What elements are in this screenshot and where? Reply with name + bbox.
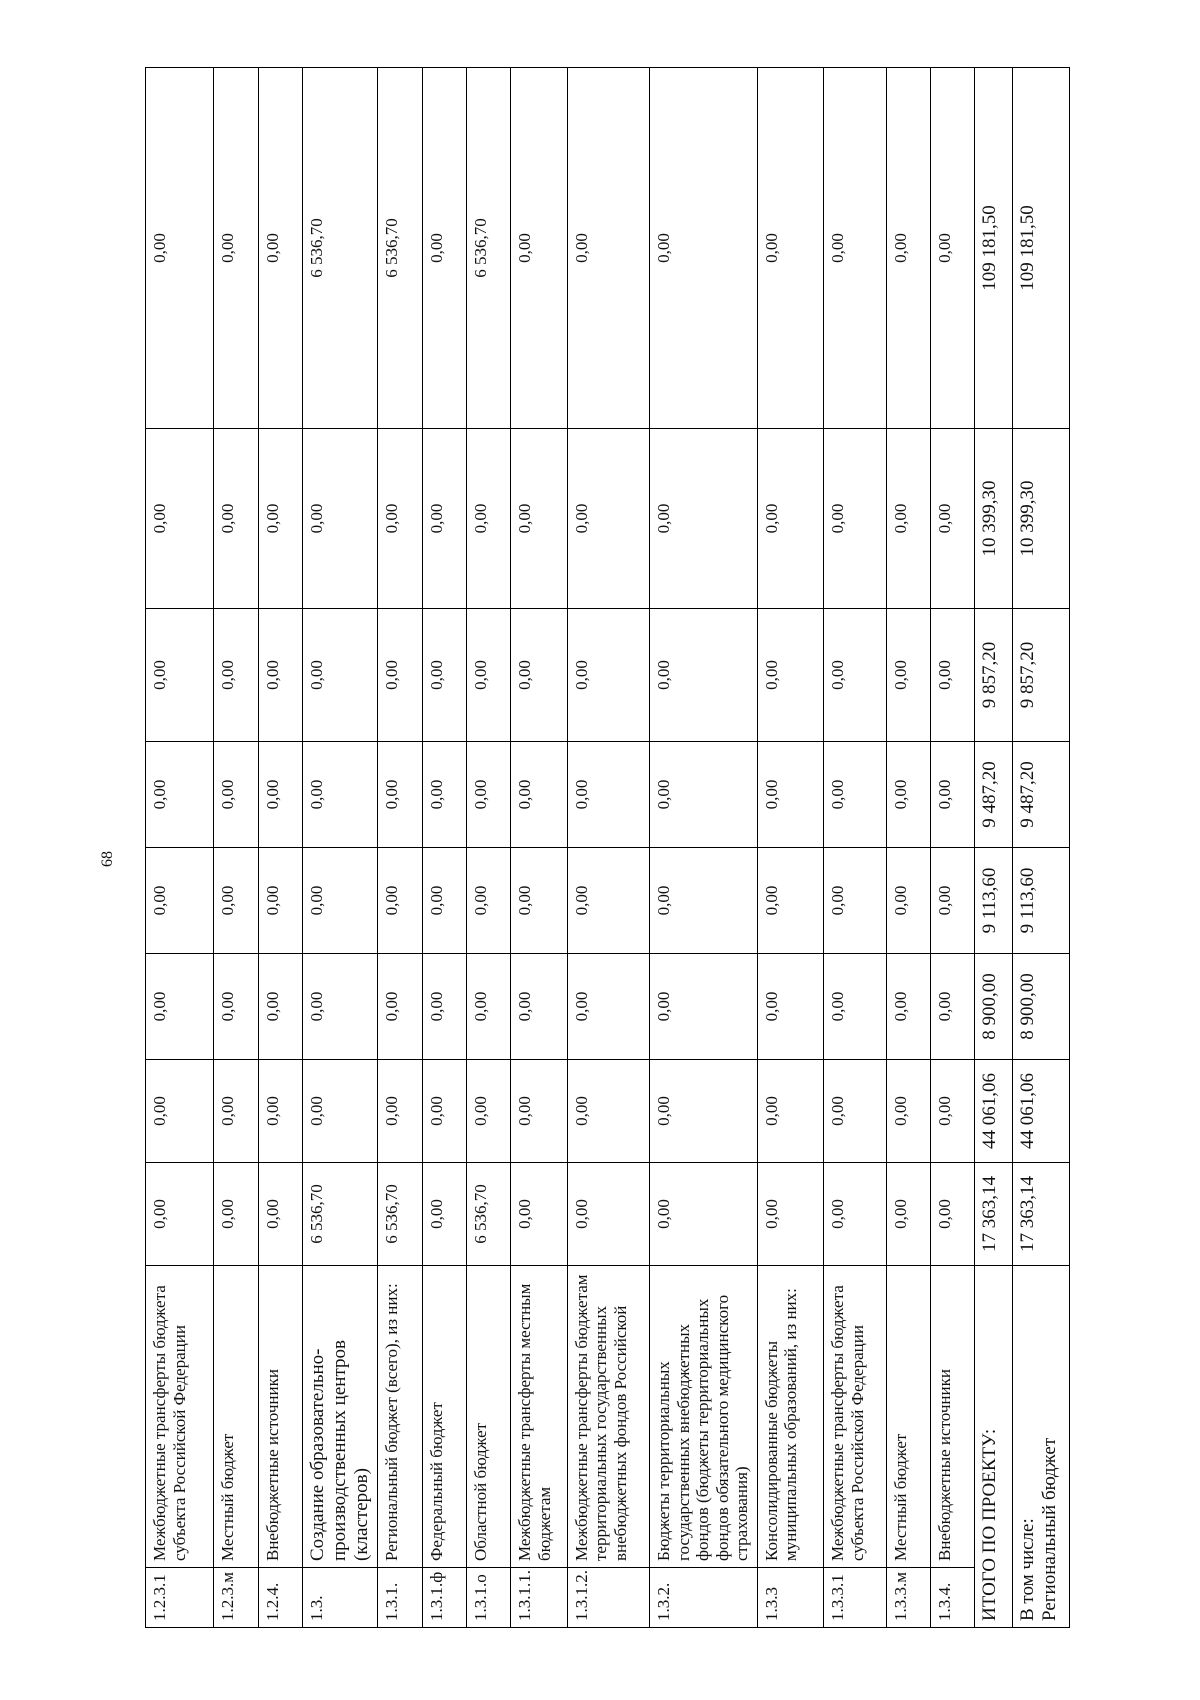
value-cell: 0,00 [511,954,567,1060]
value-cell: 0,00 [650,954,758,1060]
value-cell: 0,00 [757,429,823,609]
value-cell: 0,00 [511,429,567,609]
value-cell: 0,00 [466,954,510,1060]
value-cell: 0,00 [930,1163,974,1266]
value-cell: 0,00 [303,429,378,609]
value-cell: 0,00 [258,429,302,609]
row-name: Федеральный бюджет [422,1266,466,1568]
value-cell: 0,00 [511,742,567,848]
table-row [146,68,214,1628]
value-cell: 0,00 [650,429,758,609]
value-cell: 0,00 [567,954,650,1060]
value-cell: 0,00 [146,742,214,848]
table-row [258,68,302,1628]
including-value-cell: 17 363,14 [1013,1163,1070,1266]
table-row [886,68,930,1628]
value-cell: 0,00 [258,848,302,954]
total-value-cell: 17 363,14 [975,1163,1013,1266]
value-cell: 0,00 [650,742,758,848]
value-cell: 0,00 [650,1060,758,1163]
value-cell: 0,00 [214,68,258,429]
value-cell: 0,00 [378,429,422,609]
value-cell: 0,00 [378,954,422,1060]
table-row [378,68,422,1628]
value-cell: 0,00 [567,1163,650,1266]
value-cell: 0,00 [214,1060,258,1163]
page-number: 68 [99,851,116,867]
row-name: Создание образовательно-производственных центров (кластеров) [303,1266,378,1568]
value-cell: 0,00 [378,848,422,954]
including-label-line1: В том числе: [1017,1518,1039,1621]
value-cell: 0,00 [214,954,258,1060]
including-value-cell: 9 487,20 [1013,742,1070,848]
value-cell: 0,00 [146,848,214,954]
row-code: 1.3. [303,1568,378,1628]
value-cell: 0,00 [422,609,466,742]
value-cell: 0,00 [511,1163,567,1266]
row-name: Местный бюджет [886,1266,930,1568]
total-value-cell: 9 857,20 [975,609,1013,742]
value-cell: 0,00 [511,1060,567,1163]
value-cell: 0,00 [824,429,886,609]
value-cell: 0,00 [378,609,422,742]
table-row [650,68,758,1628]
row-code: 1.3.1.1. [511,1568,567,1628]
row-code: 1.3.2. [650,1568,758,1628]
value-cell: 0,00 [824,1060,886,1163]
row-name: Межбюджетные трансферты бюджета субъекта Российской Федерации [146,1266,214,1568]
total-value-cell: 9 487,20 [975,742,1013,848]
total-value-cell: 109 181,50 [975,68,1013,429]
row-code: 1.3.3 [757,1568,823,1628]
value-cell: 0,00 [146,68,214,429]
value-cell: 0,00 [422,848,466,954]
value-cell: 0,00 [214,742,258,848]
value-cell: 0,00 [258,954,302,1060]
value-cell: 0,00 [757,1060,823,1163]
value-cell: 0,00 [146,1060,214,1163]
row-code: 1.3.3.1 [824,1568,886,1628]
value-cell: 0,00 [422,742,466,848]
value-cell: 0,00 [303,848,378,954]
row-name: Межбюджетные трансферты бюджета субъекта Российской Федерации [824,1266,886,1568]
table-row [757,68,823,1628]
row-code: 1.3.4. [930,1568,974,1628]
value-cell: 0,00 [214,609,258,742]
value-cell: 0,00 [146,609,214,742]
value-cell: 0,00 [757,848,823,954]
table-row [930,68,974,1628]
value-cell: 0,00 [886,429,930,609]
value-cell: 0,00 [214,1163,258,1266]
table-row [303,68,378,1628]
table-row [567,68,650,1628]
value-cell: 0,00 [567,429,650,609]
table-row [214,68,258,1628]
row-code: 1.2.4. [258,1568,302,1628]
value-cell: 0,00 [930,1060,974,1163]
budget-table-body [146,68,1070,1628]
value-cell: 0,00 [466,848,510,954]
value-cell: 0,00 [258,68,302,429]
table-row [422,68,466,1628]
row-code: 1.3.1.о [466,1568,510,1628]
value-cell: 0,00 [146,429,214,609]
value-cell: 0,00 [886,609,930,742]
value-cell: 0,00 [466,742,510,848]
row-name: Региональный бюджет (всего), из них: [378,1266,422,1568]
value-cell: 0,00 [303,1060,378,1163]
table-row [466,68,510,1628]
value-cell: 0,00 [258,742,302,848]
value-cell: 0,00 [824,1163,886,1266]
value-cell: 0,00 [824,68,886,429]
row-name: Межбюджетные трансферты бюджетам территориальных государственных внебюджетных фондов Российской [567,1266,650,1568]
value-cell: 0,00 [146,954,214,1060]
value-cell: 0,00 [886,1060,930,1163]
value-cell: 6 536,70 [378,1163,422,1266]
value-cell: 0,00 [757,742,823,848]
value-cell: 0,00 [930,609,974,742]
value-cell: 0,00 [650,609,758,742]
including-value-cell: 10 399,30 [1013,429,1070,609]
total-label: ИТОГО ПО ПРОЕКТУ: [975,1266,1013,1628]
value-cell: 0,00 [214,848,258,954]
row-code: 1.2.3.1 [146,1568,214,1628]
value-cell: 0,00 [886,954,930,1060]
total-row [975,68,1013,1628]
value-cell: 0,00 [303,954,378,1060]
value-cell: 0,00 [930,68,974,429]
value-cell: 0,00 [567,1060,650,1163]
value-cell: 0,00 [757,1163,823,1266]
value-cell: 0,00 [378,742,422,848]
value-cell: 0,00 [146,1163,214,1266]
row-name: Областной бюджет [466,1266,510,1568]
row-name: Консолидированные бюджеты муниципальных образований, из них: [757,1266,823,1568]
row-name: Внебюджетные источники [258,1266,302,1568]
value-cell: 6 536,70 [303,1163,378,1266]
value-cell: 0,00 [422,954,466,1060]
value-cell: 0,00 [650,1163,758,1266]
value-cell: 0,00 [650,848,758,954]
value-cell: 0,00 [466,1060,510,1163]
value-cell: 0,00 [930,742,974,848]
value-cell: 0,00 [303,609,378,742]
value-cell: 0,00 [422,68,466,429]
value-cell: 6 536,70 [466,1163,510,1266]
value-cell: 0,00 [303,742,378,848]
value-cell: 0,00 [466,429,510,609]
including-value-cell: 9 113,60 [1013,848,1070,954]
total-value-cell: 10 399,30 [975,429,1013,609]
budget-table [145,67,1070,1628]
table-row [824,68,886,1628]
value-cell: 0,00 [258,609,302,742]
value-cell: 0,00 [567,68,650,429]
value-cell: 0,00 [886,1163,930,1266]
value-cell: 0,00 [930,848,974,954]
including-label-line2: Региональный бюджет [1039,1437,1061,1621]
value-cell: 0,00 [757,954,823,1060]
value-cell: 0,00 [567,742,650,848]
including-label [1013,1266,1070,1628]
value-cell: 0,00 [258,1163,302,1266]
value-cell: 0,00 [886,742,930,848]
value-cell: 0,00 [422,429,466,609]
value-cell: 0,00 [258,1060,302,1163]
row-code: 1.3.3.м [886,1568,930,1628]
row-name: Местный бюджет [214,1266,258,1568]
value-cell: 0,00 [650,68,758,429]
value-cell: 0,00 [567,609,650,742]
value-cell: 0,00 [886,848,930,954]
including-value-cell: 44 061,06 [1013,1060,1070,1163]
total-value-cell: 44 061,06 [975,1060,1013,1163]
value-cell: 0,00 [886,68,930,429]
row-name: Внебюджетные источники [930,1266,974,1568]
value-cell: 0,00 [466,609,510,742]
row-code: 1.3.1.ф [422,1568,466,1628]
value-cell: 0,00 [824,848,886,954]
rotated-page-content [145,68,1070,1628]
value-cell: 0,00 [422,1060,466,1163]
value-cell: 0,00 [511,609,567,742]
total-value-cell: 8 900,00 [975,954,1013,1060]
total-value-cell: 9 113,60 [975,848,1013,954]
row-name: Межбюджетные трансферты местным бюджетам [511,1266,567,1568]
value-cell: 0,00 [422,1163,466,1266]
row-code: 1.3.1. [378,1568,422,1628]
value-cell: 0,00 [214,429,258,609]
value-cell: 0,00 [757,68,823,429]
value-cell: 6 536,70 [303,68,378,429]
row-code: 1.3.1.2. [567,1568,650,1628]
including-value-cell: 9 857,20 [1013,609,1070,742]
row-code: 1.2.3.м [214,1568,258,1628]
value-cell: 0,00 [930,954,974,1060]
value-cell: 0,00 [824,954,886,1060]
value-cell: 0,00 [824,609,886,742]
value-cell: 0,00 [757,609,823,742]
value-cell: 0,00 [378,1060,422,1163]
value-cell: 6 536,70 [378,68,422,429]
table-row [511,68,567,1628]
value-cell: 6 536,70 [466,68,510,429]
value-cell: 0,00 [567,848,650,954]
value-cell: 0,00 [930,429,974,609]
including-row [1013,68,1070,1628]
value-cell: 0,00 [511,68,567,429]
value-cell: 0,00 [824,742,886,848]
row-name: Бюджеты территориальных государственных внебюджетных фондов (бюджеты территориальных фондов обязательного медицинского страхования) [650,1266,758,1568]
including-value-cell: 8 900,00 [1013,954,1070,1060]
value-cell: 0,00 [511,848,567,954]
including-value-cell: 109 181,50 [1013,68,1070,429]
